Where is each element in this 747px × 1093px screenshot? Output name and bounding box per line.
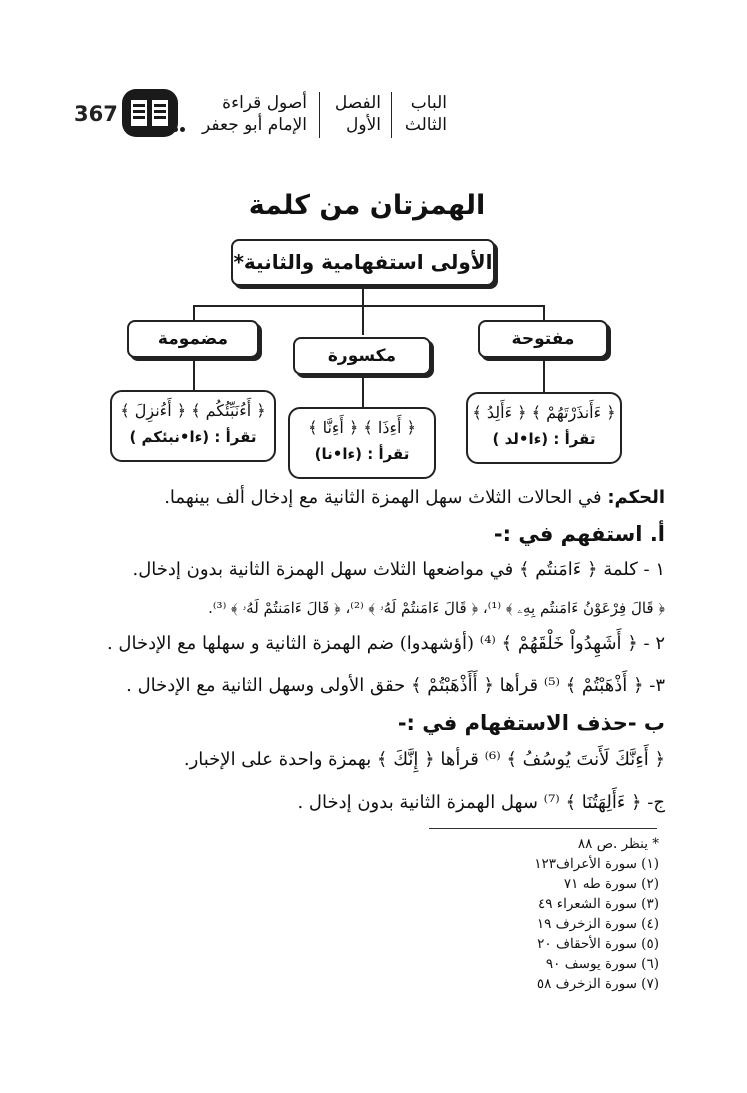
header-book-title-line1: أصول قراءة: [222, 93, 307, 113]
logo-dot: [173, 127, 178, 132]
footnote-item: (٦) سورة يوسف ٩٠: [545, 956, 659, 972]
item-a1: ١ - كلمة ﴿ ءَامَنتُم ﴾ في مواضعها الثلاث سهل الهمزة الثانية بدون إدخال.: [132, 559, 665, 580]
book-logo-icon: [122, 89, 178, 137]
footnote-rule: [429, 828, 657, 829]
item-a1-references: ﴿ قَالَ فِرْعَوْنُ ءَامَنتُم بِهِۦ ﴾ ⁽¹⁾، ﴿ قَالَ ءَامَنتُمْ لَهُۥ ﴾ ⁽²⁾، ﴿ قَالَ ءَامَنتُمْ لَهُۥ ﴾ ⁽³⁾.: [208, 599, 665, 617]
rule-text: في الحالات الثلاث سهل الهمزة الثانية مع إدخال ألف بينهما.: [164, 487, 608, 508]
leaf-kasra-examples: ﴿ أَءِذَا ﴾ ﴿ أَءِنَّا ﴾: [308, 418, 416, 437]
connector: [362, 288, 364, 306]
connector: [543, 360, 545, 392]
header-separator: [391, 92, 392, 138]
connector: [193, 360, 195, 392]
footnote-item: (١) سورة الأعراف١٢٣: [534, 856, 659, 872]
footnote-item: (٧) سورة الزخرف ٥٨: [536, 976, 659, 992]
branch-damma-label: مضمومة: [157, 329, 229, 349]
footnotes: [534, 834, 659, 994]
leaf-fatha-examples: ﴿ ءَأَنذَرْتَهُمْ ﴾ ﴿ ءَأَلِدُ ﴾: [472, 403, 616, 422]
root-node: [231, 239, 495, 286]
connector: [193, 305, 545, 307]
footnote-item: (٤) سورة الزخرف ١٩: [536, 916, 659, 932]
header-section-value: الأول: [346, 115, 381, 135]
rule-line: [164, 486, 665, 510]
section-a-heading: أ. استفهم في :-: [493, 522, 665, 546]
item-c1: ج- ﴿ ءَأَلِهَتُنَا ﴾ ⁽⁷⁾ سهل الهمزة الثانية بدون إدخال .: [297, 792, 665, 813]
branch-damma-node: [127, 320, 259, 358]
connector: [193, 305, 195, 321]
footnote-item: (٥) سورة الأحقاف ٢٠: [537, 936, 659, 952]
branch-kasra-label: مكسورة: [327, 346, 397, 366]
branch-kasra-node: [293, 337, 431, 375]
branch-fatha-label: مفتوحة: [511, 329, 575, 349]
connector: [543, 305, 545, 321]
connector: [362, 377, 364, 407]
header-chapter-value: الثالث: [404, 115, 447, 135]
leaf-kasra: [288, 407, 436, 479]
footnote-item: * ينظر .ص ٨٨: [577, 836, 659, 852]
root-node-label: الأولى استفهامية والثانية*: [233, 250, 493, 274]
leaf-damma-examples: ﴿ أَءُنَبِّئُكُم ﴾ ﴿ أَءُنزِلَ ﴾: [120, 401, 266, 420]
leaf-damma: [110, 390, 276, 462]
item-b1: ﴿ أَءِنَّكَ لَأَنتَ يُوسُفُ ﴾ ⁽⁶⁾ قرأها ﴿ إِنَّكَ ﴾ بهمزة واحدة على الإخبار.: [183, 749, 665, 770]
logo-dot: [180, 127, 185, 132]
section-b-heading: ب -حذف الاستفهام في :-: [397, 711, 665, 735]
leaf-damma-reading: تقرأ : (ءا•نبئكم ): [129, 428, 257, 446]
rule-label: الحكم:: [607, 487, 665, 508]
footnote-item: (٣) سورة الشعراء ٤٩: [537, 896, 659, 912]
leaf-kasra-reading: تقرأ : (ءا•نا): [314, 445, 410, 463]
connector: [362, 305, 364, 335]
header-separator: [319, 92, 320, 138]
item-a2: ٢ - ﴿ أَشَهِدُواْ خَلْقَهُمْ ﴾ ⁽⁴⁾ (أؤشهدوا) ضم الهمزة الثانية و سهلها مع الإدخال .: [106, 633, 665, 654]
header-chapter-label: الباب: [410, 93, 447, 113]
header-book-title-line2: الإمام أبو جعفر: [202, 115, 307, 135]
footnote-item: (٢) سورة طه ٧١: [563, 876, 659, 892]
branch-fatha-node: [478, 320, 608, 358]
leaf-fatha: [466, 392, 622, 464]
page-number: 367: [74, 102, 118, 126]
header-section-label: الفصل: [334, 93, 381, 113]
item-a3: ٣- ﴿ أَذْهَبْتُمْ ﴾ ⁽⁵⁾ قرأها ﴿ أَأَذْهَبْتُمْ ﴾ حقق الأولى وسهل الثانية مع الإدخال .: [126, 675, 665, 696]
diagram-title: الهمزتان من كلمة: [248, 190, 486, 221]
leaf-fatha-reading: تقرأ : (ءا•لد ): [492, 430, 596, 448]
